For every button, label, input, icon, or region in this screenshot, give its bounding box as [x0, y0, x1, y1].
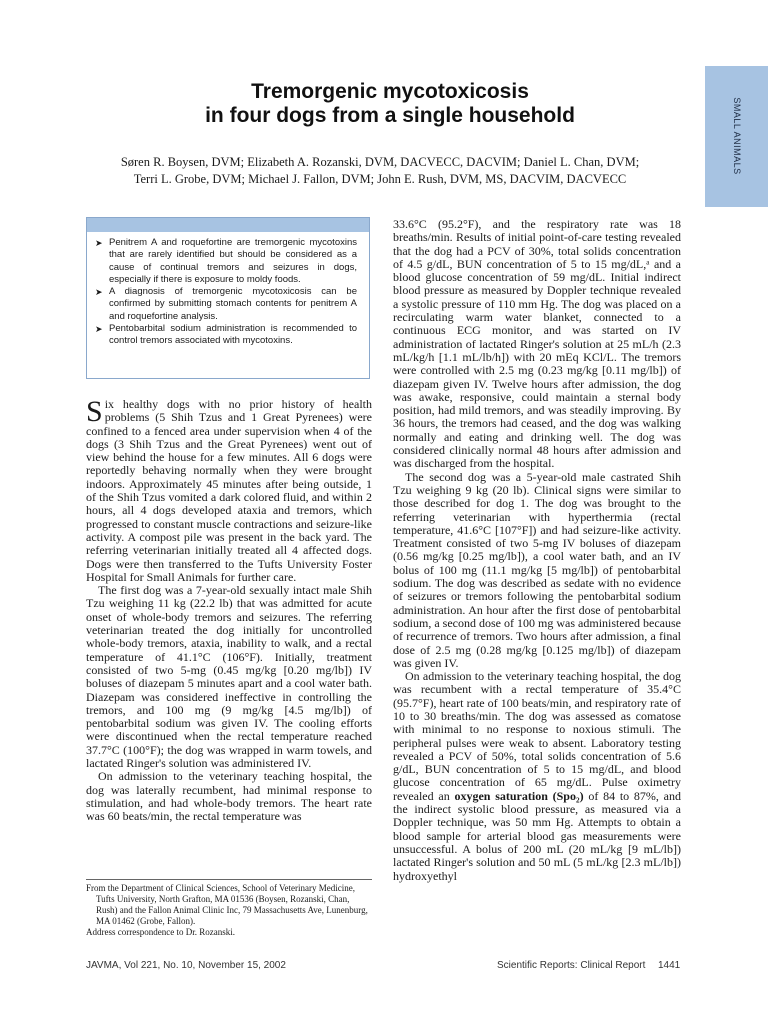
body-paragraph: The first dog was a 7-year-old sexually intact male Shih Tzu weighing 11 kg (22.2 lb) that was admitted for acute onset of whole-body tremors and seizures. The referring veterinarian treated the dog initially for uncontrolled whole-body tremors, ataxia, inability to walk, and a rectal temperature of 41.1°C (106°F). Initially, treatment consisted of two 5-mg (0.45 mg/kg [0.20 mg/lb]) IV boluses of diazepam 5 minutes apart and a cool water bath. Diazepam was considered ineffective in controlling the tremors, and 100 mg (9 mg/kg [4.5 mg/lb]) of pentobarbital sodium was given IV. The cooling efforts were discontinued when the rectal temperature reached 37.7°C (100°F); the dog was wrapped in warm towels, and lactated Ringer's solution was administered IV. [86, 583, 372, 771]
journal-citation: JAVMA, Vol 221, No. 10, November 15, 2002 [86, 960, 286, 971]
title-line-2: in four dogs from a single household [205, 104, 575, 127]
body-text: of 84 to 87%, and the indirect systolic blood pressure, as measured via a Doppler technique, was 50 mm Hg. Attempts to obtain a blood sample for arterial blood gas measurements were unsuccessful. A bolus of 200 mL (20 mL/kg [9 mL/lb]) lactated Ringer's solution and 50 mL (5 mL/kg [2.3 mL/lb]) hydroxyethyl [393, 788, 682, 883]
affiliation-footnote [86, 879, 372, 938]
right-column [393, 218, 681, 883]
bold-term: oxygen saturation (Spo₂) [454, 788, 584, 803]
section-label: Scientific Reports: Clinical Report [497, 960, 646, 971]
page-number: 1441 [658, 960, 681, 971]
title-line-1: Tremorgenic mycotoxicosis [251, 80, 529, 103]
authors-line-2: Terri L. Grobe, DVM; Michael J. Fallon, DVM; John E. Rush, DVM, MS, DACVIM, DACVECC [133, 172, 627, 186]
drop-cap: S [86, 395, 103, 428]
body-text: On admission to the veterinary teaching hospital, the dog was recumbent with a rectal temperature of 35.4°C (95.7°F), heart rate of 100 beats/min, and respiratory rate of 10 to 30 breaths/min. The dog was assessed as comatose with minimal to no response to noxious stimuli. The peripheral pulses were weak to absent. Laboratory testing revealed a PCV of 50%, total solids concentration of 5.6 g/dL, BUN concentration of 5 to 15 mg/dL, and blood glucose concentration of 65 mg/dL. Pulse oximetry revealed an [393, 669, 681, 803]
summary-item: ➤ Pentobarbital sodium administration is recommended to control tremors associated with mycotoxins. [95, 323, 357, 348]
body-paragraph [393, 670, 681, 883]
summary-box [86, 217, 370, 379]
section-tab-label: SMALL ANIMALS [732, 97, 742, 175]
affiliation-text: From the Department of Clinical Sciences, School of Veterinary Medicine, Tufts University, North Grafton, MA 01536 (Boysen, Rozanski, Chan, Rush) and the Fallon Animal Clinic Inc, 79 Massachusetts Ave, Lunenburg, MA 01462 (Grobe, Fallon). [86, 883, 368, 926]
left-column [86, 395, 372, 824]
article-title [90, 80, 690, 128]
correspondence-text: Address correspondence to Dr. Rozanski. [86, 927, 235, 937]
summary-item: ➤ A diagnosis of tremorgenic mycotoxicosis can be confirmed by submitting stomach contents for penitrem A and roquefortine analysis. [95, 286, 357, 323]
summary-list [87, 237, 369, 348]
summary-box-header-bar [87, 218, 369, 232]
author-list [60, 154, 700, 188]
intro-paragraph [86, 395, 372, 584]
body-paragraph: 33.6°C (95.2°F), and the respiratory rate was 18 breaths/min. Results of initial point-of-care testing revealed that the dog had a PCV of 30%, total solids concentration of 4.5 g/dL, BUN concentration of 5 to 15 mg/dL,ᵃ and a blood glucose concentration of 59 mg/dL. Initial indirect blood pressure as measured by Doppler technique revealed a systolic pressure of 110 mm Hg. The dog was placed on a recirculating warm water blanket, connected to a continuous ECG monitor, and was started on IV administration of lactated Ringer's solution at 25 mL/h (2.3 mL/kg/h [1.1 mL/lb/h]) with 20 mEq KCl/L. The tremors were controlled with 2.5 mg (0.23 mg/kg [0.11 mg/lb]) of diazepam given IV. Twelve hours after admission, the dog was awake, responsive, could maintain a sternal body position, had mild tremors, and was steadily improving. By 36 hours, the tremors had ceased, and the dog was walking normally and eating and drinking well. The dog was considered clinically normal 48 hours after admission and was discharged from the hospital. [393, 217, 681, 471]
intro-paragraph-text: ix healthy dogs with no prior history of health problems (5 Shih Tzus and 1 Great Pyrenees) were confined to a fenced area under supervision when 4 of the dogs (3 Shih Tzus and the Great Pyrenees) went out of view behind the house for a few minutes. All 6 dogs were reportedly behaving normally when they were brought indoors. Approximately 45 minutes after being outside, 1 of the Shih Tzus vomited a dark colored fluid, and within 2 hours, all 4 dogs developed ataxia and tremors, which progressed to constant muscle contractions and seizure-like activity. A compost pile was present in the back yard. The referring veterinarian initially treated all 4 affected dogs. Dogs were then transferred to the Tufts University Foster Hospital for Small Animals for further care. [86, 397, 372, 584]
summary-item: ➤ Penitrem A and roquefortine are tremorgenic mycotoxins that are rarely identified but should be considered as a cause of continual tremors and seizures in dogs, especially if there is exposure to moldy foods. [95, 237, 357, 286]
authors-line-1: Søren R. Boysen, DVM; Elizabeth A. Rozanski, DVM, DACVECC, DACVIM; Daniel L. Chan, DVM; [120, 155, 640, 169]
body-paragraph: The second dog was a 5-year-old male castrated Shih Tzu weighing 9 kg (20 lb). Clinical signs were similar to those described for dog 1. The dog was brought to the referring veterinarian with hyperthermia (rectal temperature, 41.6°C [107°F]) and had seizure-like activity. Treatment consisted of two 5-mg IV boluses of diazepam (0.56 mg/kg [0.25 mg/lb]), a cool water bath, and an IV bolus of 100 mg (11.1 mg/kg [5 mg/lb]) of pentobarbital sodium. The dog was described as sedate with no evidence of seizures or tremors following the pentobarbital sodium administration. An hour after the first dose of pentobarbital sodium, a second dose of 100 mg was administered because of recurrence of tremors. Two hours after admission, a final dose of 2.5 mg (0.28 mg/kg [0.125 mg/lb]) of diazepam was given IV. [393, 469, 681, 670]
body-paragraph: On admission to the veterinary teaching hospital, the dog was laterally recumbent, had minimal response to stimulation, and had whole-body tremors. The heart rate was 60 beats/min, the rectal temperature was [86, 769, 372, 824]
section-tab [705, 66, 768, 207]
